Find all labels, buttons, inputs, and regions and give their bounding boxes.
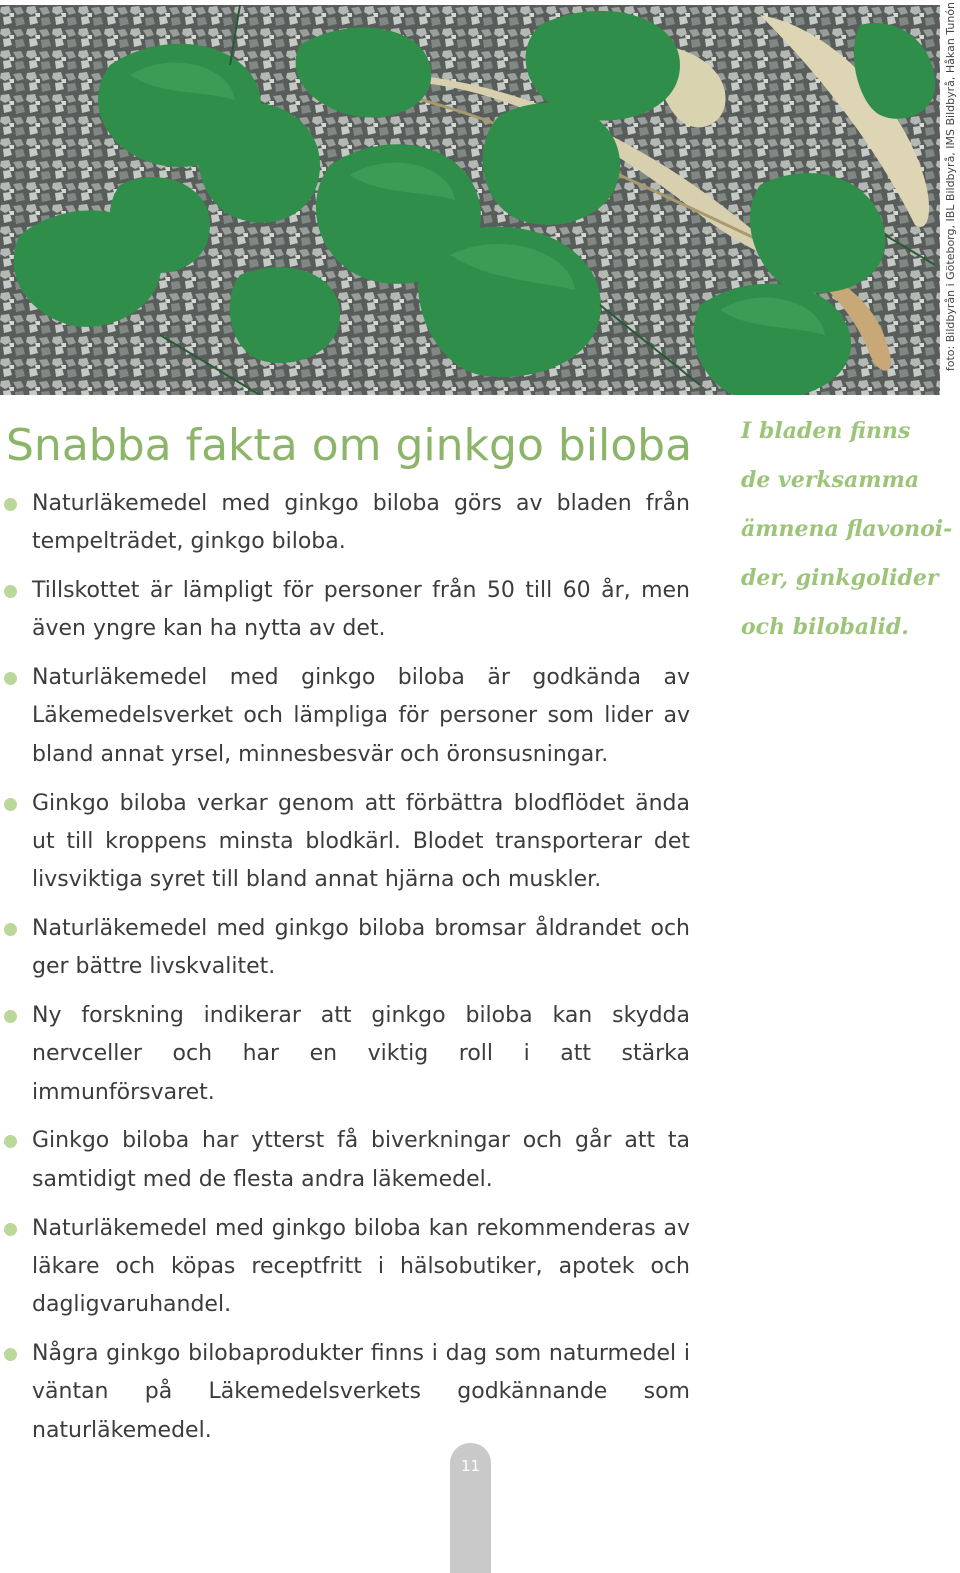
pull-quote-line: I bladen finns — [741, 418, 911, 444]
bullet-dot-icon — [4, 1135, 17, 1148]
list-item — [0, 785, 690, 900]
photo-illustration — [0, 5, 940, 395]
fact-text: Ny forskning indikerar att ginkgo biloba kan skydda nervceller och har en viktig roll i att stärka immunförsvaret. — [32, 1003, 690, 1105]
ginkgo-leaves-photo — [0, 5, 940, 395]
bullet-dot-icon — [4, 1010, 17, 1023]
fact-text: Naturläkemedel med ginkgo biloba kan rekommenderas av läkare och köpas receptfritt i hälsobutiker, apotek och dagligvaruhandel. — [32, 1215, 690, 1318]
fact-text: Några ginkgo bilobaprodukter finns i dag som naturmedel i väntan på Läkemedelsverkets godkännande som naturläkemedel. — [32, 1340, 690, 1443]
facts-list — [0, 485, 700, 1460]
page-title: Snabba fakta om ginkgo biloba — [6, 420, 693, 471]
fact-text: Ginkgo biloba verkar genom att förbättra blodflödet ända ut till kroppens minsta blodkärl. Blodet transporterar det livsviktiga syret till bland annat hjärna och muskler. — [32, 790, 690, 893]
pull-quote-line: och bilobalid. — [741, 614, 909, 640]
list-item — [0, 1335, 690, 1450]
page-number-tab — [450, 1443, 491, 1573]
fact-text: Tillskottet är lämpligt för personer från 50 till 60 år, men även yngre kan ha nytta av det. — [32, 578, 690, 642]
bullet-dot-icon — [4, 672, 17, 685]
fact-text: Naturläkemedel med ginkgo biloba är godkända av Läkemedelsverket och lämpliga för personer som lider av bland annat yrsel, minnesbesvär och öronsusningar. — [32, 665, 690, 767]
fact-text: Naturläkemedel med ginkgo biloba bromsar åldrandet och ger bättre livskvalitet. — [32, 915, 690, 980]
photo-credit: foto: Bildbyrån i Göteborg, IBL Bildbyrå, IMS Bildbyrå, Håkan Tunón — [944, 2, 957, 372]
bullet-dot-icon — [4, 498, 17, 511]
list-item — [0, 572, 690, 649]
bullet-dot-icon — [4, 1348, 17, 1361]
list-item — [0, 659, 690, 774]
list-item — [0, 997, 690, 1112]
pull-quote-line: der, ginkgolider — [741, 565, 939, 591]
bullet-dot-icon — [4, 585, 17, 598]
page-number: 11 — [460, 1457, 481, 1475]
list-item — [0, 1210, 690, 1325]
list-item — [0, 485, 690, 562]
fact-text: Ginkgo biloba har ytterst få biverkningar och går att ta samtidigt med de flesta andra läkemedel. — [32, 1128, 690, 1192]
pull-quote — [741, 407, 951, 652]
bullet-dot-icon — [4, 1223, 17, 1236]
bullet-dot-icon — [4, 923, 17, 936]
list-item — [0, 910, 690, 987]
list-item — [0, 1122, 690, 1199]
pull-quote-line: de verksamma — [741, 467, 920, 493]
fact-text: Naturläkemedel med ginkgo biloba görs av bladen från tempelträdet, ginkgo biloba. — [32, 491, 690, 555]
bullet-dot-icon — [4, 798, 17, 811]
pull-quote-line: ämnena flavonoi- — [741, 516, 953, 542]
